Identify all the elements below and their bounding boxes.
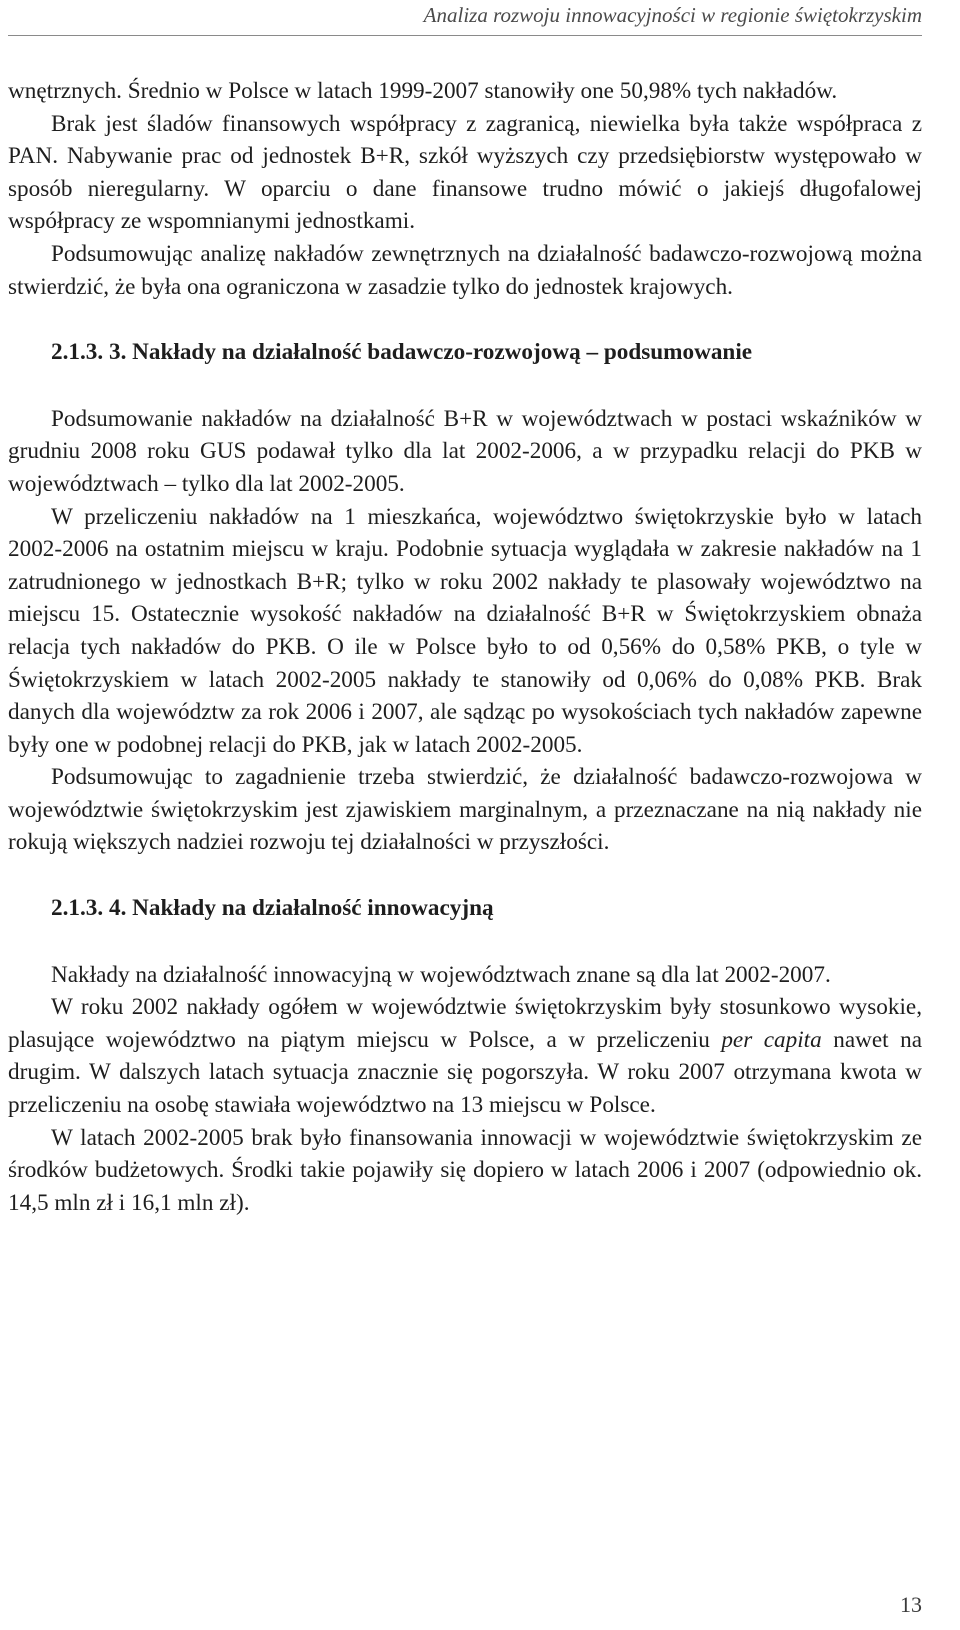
- paragraph-s4-2-text-b: nawet na drugim. W dalszych latach sytuacja znacznie się pogorszyła. W roku 2007 otrzymana kwota w przeliczeniu na osobę stawiała województwo na 13 miejscu w Polsce.: [8, 1026, 922, 1119]
- section-heading-2-1-3-4: 2.1.3. 4. Nakłady na działalność innowacyjną: [51, 895, 494, 922]
- paragraph-s3-1: Podsumowanie nakładów na działalność B+R w województwach w postaci wskaźników w grudniu 2008 roku GUS podawał tylko dla lat 2002-2006, a w przypadku relacji do PKB w województwach – tylko dla lat 2002-2005.: [8, 405, 922, 497]
- paragraph-s4-2: [8, 991, 922, 1121]
- spacer: [8, 925, 922, 959]
- spacer: [8, 369, 922, 403]
- paragraph-intro-3: Podsumowując analizę nakładów zewnętrznych na działalność badawczo-rozwojową można stwierdzić, że była ona ograniczona w zasadzie tylko do jednostek krajowych.: [8, 240, 922, 300]
- paragraph-s4-1: Nakłady na działalność innowacyjną w województwach znane są dla lat 2002-2007.: [51, 961, 831, 988]
- paragraph-s3-3: Podsumowując to zagadnienie trzeba stwierdzić, że działalność badawczo-rozwojowa w województwie świętokrzyskim jest zjawiskiem marginalnym, a przeznaczane na nią nakłady nie rokują większych nadziei rozwoju tej działalności w przyszłości.: [8, 764, 922, 856]
- paragraph-intro-1: wnętrznych. Średnio w Polsce w latach 1999-2007 stanowiły one 50,98% tych nakładów.: [8, 78, 838, 104]
- paragraph-s4-3: W latach 2002-2005 brak było finansowania innowacji w województwie świętokrzyskim ze środków budżetowych. Środki takie pojawiły się dopiero w latach 2006 i 2007 (odpowiednio ok. 14,5 mln zł i 16,1 mln zł).: [8, 1124, 922, 1216]
- page-number: 13: [900, 1592, 922, 1617]
- paragraph-s3-2: W przeliczeniu nakładów na 1 mieszkańca, województwo świętokrzyskie było w latach 2002-2006 na ostatnim miejscu w kraju. Podobnie sytuacja wyglądała w zakresie nakładów na 1 zatrudnionego w jednostkach B+R; tylko w roku 2002 nakłady te plasowały województwo na miejscu 15. Ostatecznie wysokość nakładów na działalność B+R w Świętokrzyskiem obnaża relacja tych nakładów do PKB. O ile w Polsce było to od 0,56% do 0,58% PKB, o tyle w Świętokrzyskiem w latach 2002-2005 nakłady te stanowiły od 0,06% do 0,08% PKB. Brak danych dla województw za rok 2006 i 2007, ale sądząc po wysokościach tych nakładów zapewne były one w podobnej relacji do PKB, jak w latach 2002-2005.: [8, 503, 922, 758]
- page-body: [8, 75, 922, 1219]
- italic-phrase-per-capita: per capita: [721, 1026, 822, 1053]
- running-header: Analiza rozwoju innowacyjności w regionie świętokrzyskim: [423, 3, 922, 27]
- section-heading-2-1-3-3: 2.1.3. 3. Nakłady na działalność badawczo-rozwojową – podsumowanie: [51, 339, 753, 366]
- spacer: [8, 303, 922, 336]
- spacer: [8, 859, 922, 892]
- paragraph-s4-2-text-a: W roku 2002 nakłady ogółem w województwie świętokrzyskim były stosunkowo wysokie, plasujące województwo na piątym miejscu w Polsce, a w przeliczeniu: [8, 994, 922, 1053]
- paragraph-intro-2: Brak jest śladów finansowych współpracy z zagranicą, niewielka była także współpraca z PAN. Nabywanie prac od jednostek B+R, szkół wyższych czy przedsiębiorstw występowało w sposób nieregularny. W oparciu o dane finansowe trudno mówić o jakiejś długofalowej współpracy ze wspomnianymi jednostkami.: [8, 110, 922, 235]
- header-rule: [8, 35, 922, 36]
